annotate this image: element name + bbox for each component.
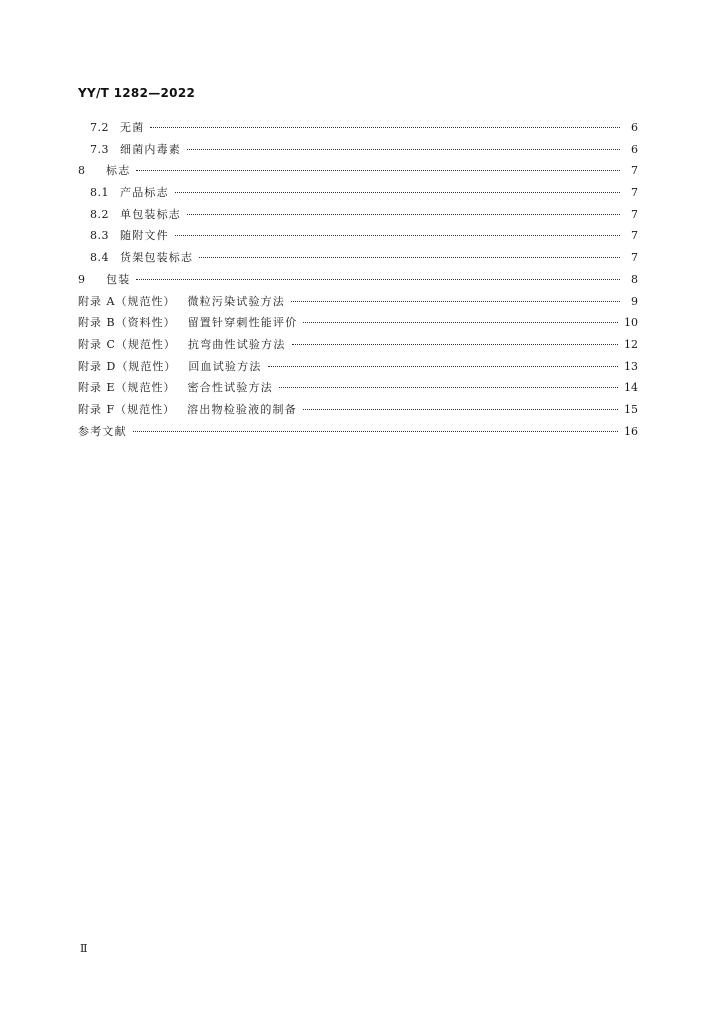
toc-entry-number: 9 <box>78 272 86 286</box>
toc-entry-8-4[interactable] <box>78 247 638 269</box>
toc-entry-number: 8.1 <box>90 186 109 200</box>
toc-entry-page: 6 <box>631 142 638 156</box>
toc-entry-title: 留置针穿刺性能评价 <box>187 316 298 330</box>
toc-entry-number: 7.2 <box>90 121 109 134</box>
toc-entry-page: 7 <box>631 251 638 265</box>
toc-annex-label: 附录 B（资料性） <box>78 316 176 330</box>
dot-leader <box>291 301 620 302</box>
page-number-roman: Ⅱ <box>80 942 88 955</box>
standard-number-header: YY/T 1282—2022 <box>78 86 196 100</box>
dot-leader <box>150 127 620 128</box>
dot-leader <box>136 170 620 171</box>
toc-entry-title: 包装 <box>106 272 131 286</box>
dot-leader <box>187 149 620 150</box>
toc-entry-page: 7 <box>631 164 638 178</box>
toc-annex-label: 附录 E（规范性） <box>78 381 176 395</box>
toc-entry-page: 15 <box>624 402 638 416</box>
toc-entry-title: 标志 <box>106 164 131 178</box>
toc-entry-8-2[interactable] <box>78 204 638 226</box>
dot-leader <box>303 409 618 410</box>
toc-entry-title: 密合性试验方法 <box>187 381 273 395</box>
dot-leader <box>187 214 620 215</box>
toc-entry-8[interactable] <box>78 160 638 182</box>
toc-annex-label: 附录 A（规范性） <box>78 294 176 308</box>
toc-entry-page: 16 <box>624 424 638 438</box>
dot-leader <box>303 322 618 323</box>
toc-entry-page: 6 <box>631 121 638 134</box>
toc-entry-page: 14 <box>624 381 638 395</box>
toc-entry-title: 细菌内毒素 <box>120 142 181 156</box>
toc-entry-9[interactable] <box>78 269 638 291</box>
toc-entry-number: 8.2 <box>90 207 109 221</box>
dot-leader <box>136 279 620 280</box>
toc-entry-annex-a[interactable] <box>78 291 638 313</box>
toc-entry-title: 产品标志 <box>120 186 169 200</box>
dot-leader <box>292 344 618 345</box>
toc-entry-title: 参考文献 <box>78 424 127 438</box>
toc-entry-page: 9 <box>631 294 638 308</box>
toc-entry-title: 无菌 <box>120 121 145 134</box>
toc-entry-title: 随附文件 <box>120 229 169 243</box>
toc-entry-annex-c[interactable] <box>78 334 638 356</box>
toc-entry-page: 12 <box>624 337 638 351</box>
toc-entry-page: 7 <box>631 186 638 200</box>
toc-entry-title: 货架包装标志 <box>120 251 194 265</box>
toc-entry-annex-d[interactable] <box>78 356 638 378</box>
toc-entry-number: 8 <box>78 164 86 178</box>
toc-entry-annex-f[interactable] <box>78 399 638 421</box>
dot-leader <box>199 257 620 258</box>
toc-entry-annex-b[interactable] <box>78 312 638 334</box>
dot-leader <box>268 366 618 367</box>
toc-entry-title: 抗弯曲性试验方法 <box>187 337 286 351</box>
toc-entry-8-3[interactable] <box>78 225 638 247</box>
dot-leader <box>175 192 620 193</box>
toc-entry-number: 8.3 <box>90 229 109 243</box>
toc-entry-title: 溶出物检验液的制备 <box>187 402 297 416</box>
dot-leader <box>133 431 618 432</box>
toc-entry-title: 单包装标志 <box>120 207 181 221</box>
toc-entry-references[interactable] <box>78 421 638 443</box>
toc-entry-title: 回血试验方法 <box>188 359 262 373</box>
toc-entry-number: 7.3 <box>90 142 109 156</box>
toc-entry-page: 7 <box>631 207 638 221</box>
toc-entry-7-2[interactable] <box>78 117 638 139</box>
dot-leader <box>175 235 620 236</box>
toc-entry-8-1[interactable] <box>78 182 638 204</box>
toc-entry-page: 10 <box>624 316 638 330</box>
toc-entry-page: 13 <box>624 359 638 373</box>
toc-entry-number: 8.4 <box>90 251 109 265</box>
toc-annex-label: 附录 D（规范性） <box>78 359 177 373</box>
toc-annex-label: 附录 C（规范性） <box>78 337 176 351</box>
toc-entry-annex-e[interactable] <box>78 377 638 399</box>
toc-annex-label: 附录 F（规范性） <box>78 402 176 416</box>
table-of-contents <box>78 117 638 442</box>
toc-entry-page: 8 <box>631 272 638 286</box>
toc-entry-7-3[interactable] <box>78 139 638 161</box>
toc-entry-title: 微粒污染试验方法 <box>187 294 286 308</box>
toc-entry-page: 7 <box>631 229 638 243</box>
dot-leader <box>279 387 618 388</box>
